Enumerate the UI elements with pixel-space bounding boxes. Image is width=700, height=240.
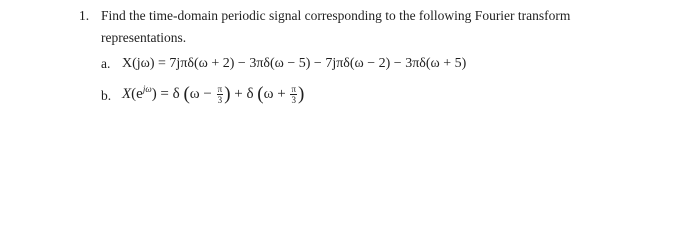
part-b-term1-close-paren: ) — [224, 83, 231, 105]
part-b-label: b. — [101, 88, 112, 103]
part-a-equation: X(jω) = 7jπδ(ω + 2) − 3πδ(ω − 5) − 7jπδ(ω − 2) − 3πδ(ω + 5) — [122, 56, 467, 71]
part-b-lhs-x: X — [122, 86, 132, 102]
part-b-term2-fraction — [290, 84, 297, 105]
part-b-lhs-open: (e — [131, 86, 143, 102]
part-b-term1-denominator: 3 — [217, 95, 223, 106]
part-b-plus-delta: + δ — [230, 86, 254, 102]
part-b-lhs-exponent: jω — [142, 84, 152, 94]
part-b-term2-var: ω + — [263, 86, 286, 102]
part-b-term2-close-paren: ) — [298, 83, 305, 105]
part-b-term1-numerator: π — [217, 84, 223, 95]
part-b-term2-denominator: 3 — [291, 95, 296, 106]
part-b-term1-open-paren: ( — [183, 83, 190, 105]
question-text-line-1: Find the time-domain periodic signal corresponding to the following Fourier transform — [101, 8, 571, 23]
part-b-term2-numerator: π — [291, 84, 297, 95]
part-a-label: a. — [101, 56, 111, 71]
part-b-lhs-close: ) = δ — [151, 86, 180, 102]
part-b-term1-fraction — [217, 84, 224, 105]
part-b-term1-var: ω − — [189, 86, 212, 102]
problem-number: 1. — [79, 8, 90, 23]
part-b-term2-open-paren: ( — [257, 83, 264, 105]
question-text-line-2: representations. — [101, 30, 187, 45]
part-b-equation — [122, 80, 304, 109]
